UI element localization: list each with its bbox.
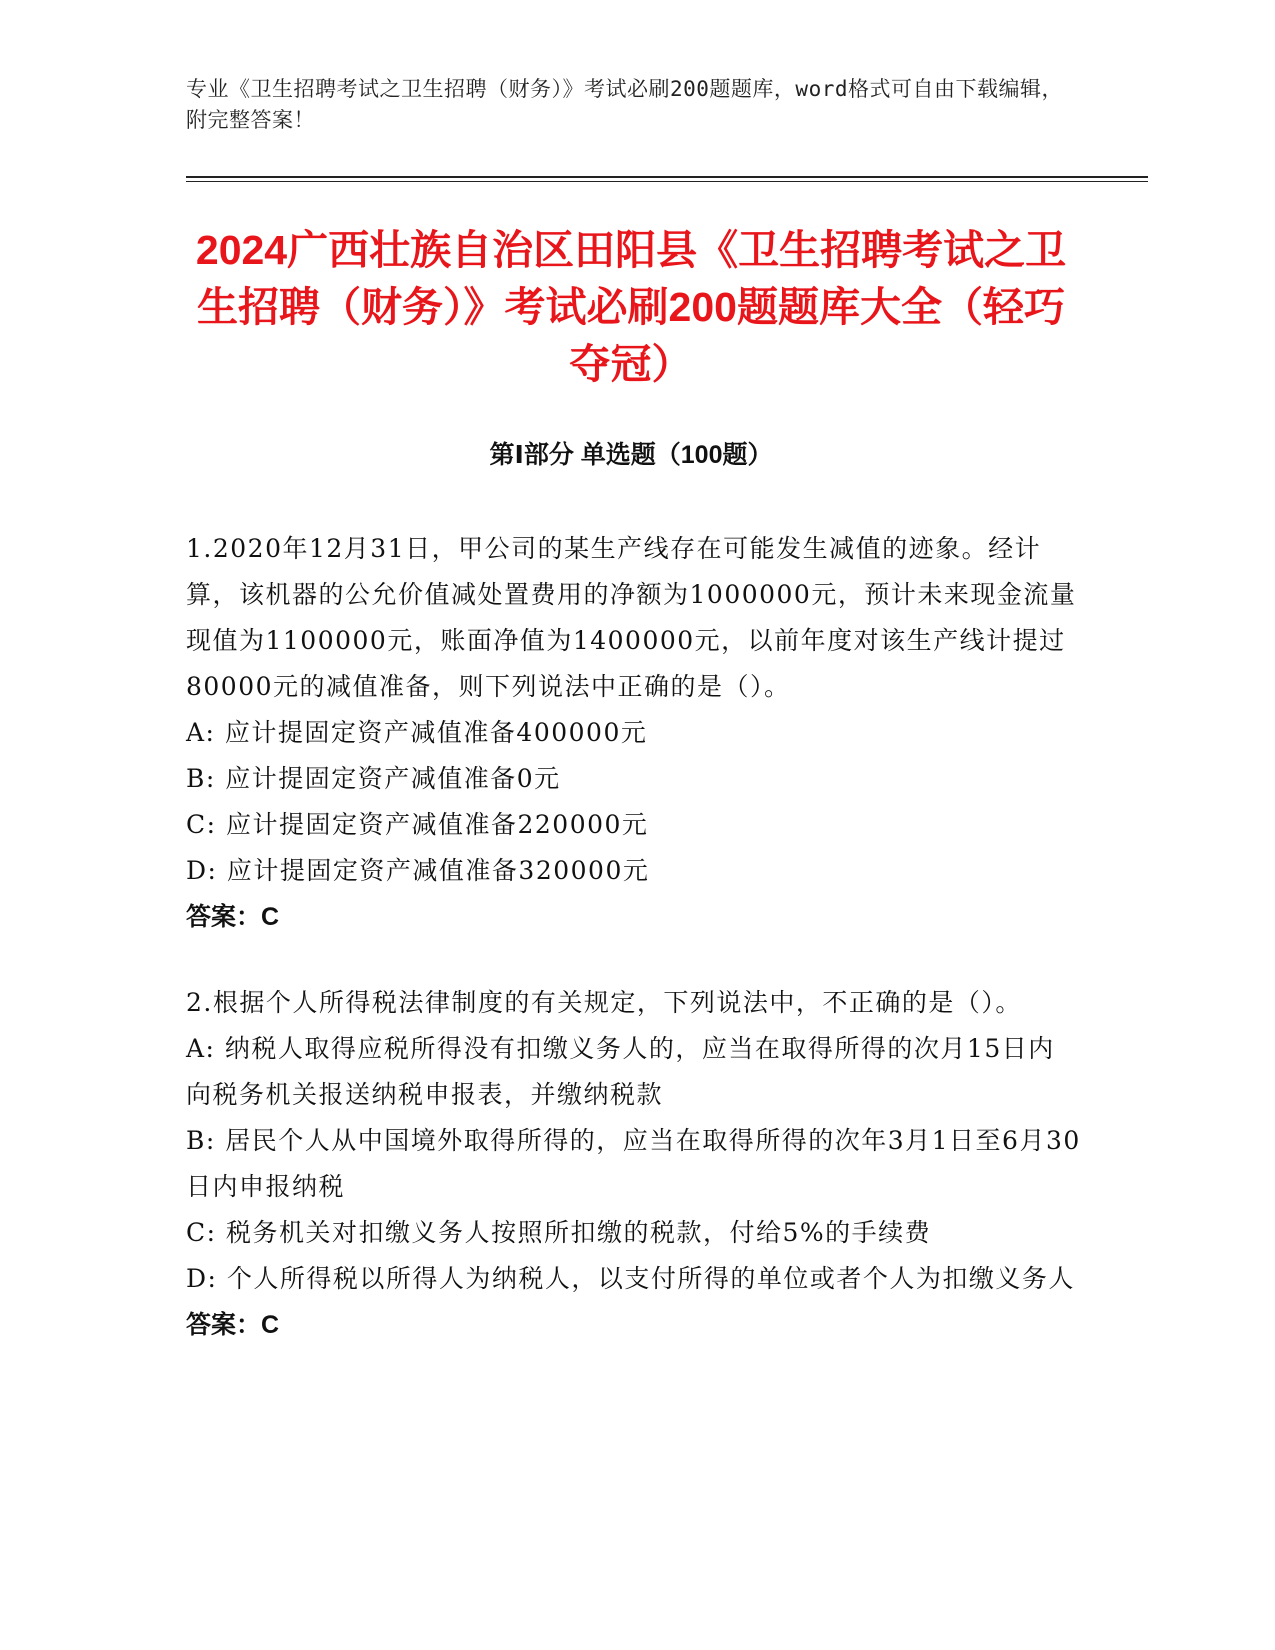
header-divider-thick bbox=[186, 176, 1148, 178]
question-1 bbox=[186, 526, 1081, 940]
option-d: D: 个人所得税以所得人为纳税人，以支付所得的单位或者个人为扣缴义务人 bbox=[186, 1264, 1075, 1293]
answer-label: 答案：C bbox=[186, 903, 280, 931]
document-title: 2024广西壮族自治区田阳县《卫生招聘考试之卫生招聘（财务）》考试必刷200题题库大全（轻巧夺冠） bbox=[195, 227, 1067, 387]
answer-label: 答案：C bbox=[186, 1311, 280, 1339]
header-divider-thin bbox=[186, 181, 1148, 182]
option-d: D: 应计提固定资产减值准备320000元 bbox=[186, 856, 650, 885]
question-stem: 2.根据个人所得税法律制度的有关规定，下列说法中，不正确的是（）。 bbox=[186, 988, 1022, 1017]
option-b: B: 应计提固定资产减值准备0元 bbox=[186, 764, 561, 793]
header-note: 专业《卫生招聘考试之卫生招聘（财务）》考试必刷200题题库，word格式可自由下载编辑，附完整答案！ bbox=[186, 77, 1063, 132]
option-a: A: 应计提固定资产减值准备400000元 bbox=[186, 718, 648, 747]
section-title: 第Ⅰ部分 单选题（100题） bbox=[489, 441, 773, 469]
option-b: B: 居民个人从中国境外取得所得的，应当在取得所得的次年3月1日至6月30日内申报纳税 bbox=[186, 1126, 1081, 1201]
option-c: C: 应计提固定资产减值准备220000元 bbox=[186, 810, 649, 839]
question-stem: 1.2020年12月31日，甲公司的某生产线存在可能发生减值的迹象。经计算，该机器的公允价值减处置费用的净额为1000000元，预计未来现金流量现值为1100000元，账面净值为1400000元，以前年度对该生产线计提过80000元的减值准备，则下列说法中正确的是（）。 bbox=[186, 534, 1077, 701]
option-a: A: 纳税人取得应税所得没有扣缴义务人的，应当在取得所得的次月15日内向税务机关报送纳税申报表，并缴纳税款 bbox=[186, 1034, 1055, 1109]
question-2 bbox=[186, 980, 1081, 1348]
option-c: C: 税务机关对扣缴义务人按照所扣缴的税款，付给5%的手续费 bbox=[186, 1218, 932, 1247]
